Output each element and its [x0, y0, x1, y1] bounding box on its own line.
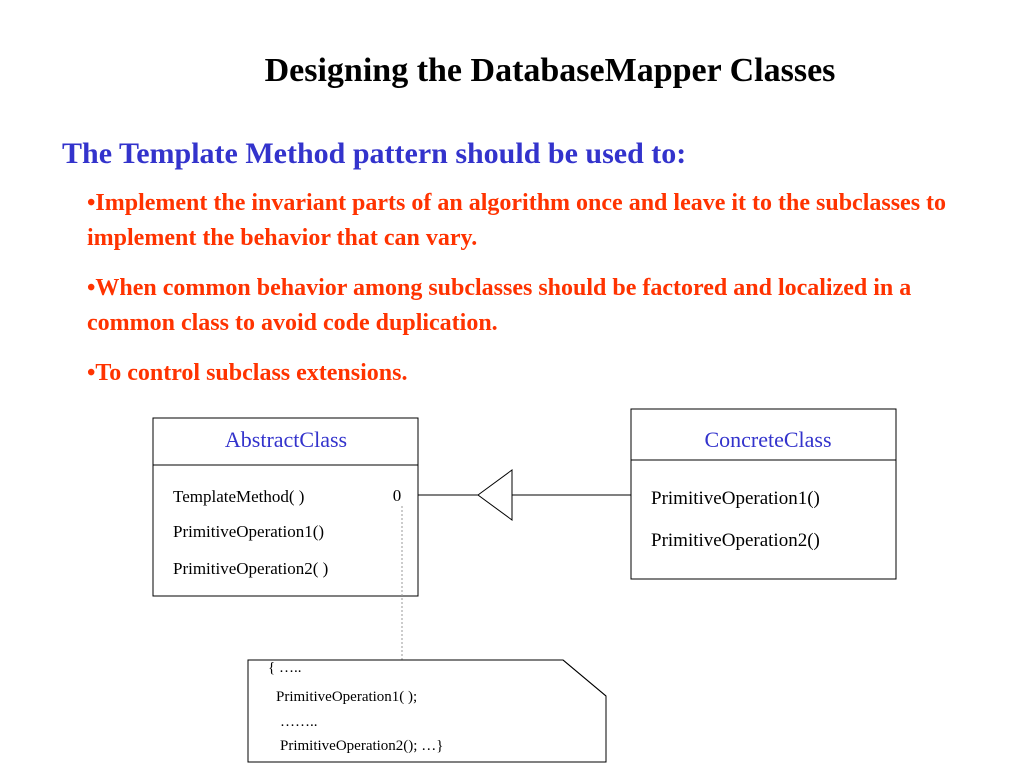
inheritance-triangle-arrow — [478, 470, 512, 520]
bullet-marker: • — [87, 190, 96, 216]
bullet-text: Implement the invariant parts of an algorithm once and leave it to the subclasses to implement the behavior that can vary. — [87, 190, 947, 251]
bullet-marker: • — [87, 360, 96, 386]
concrete-op-1: PrimitiveOperation1() — [651, 488, 820, 509]
slide-title: Designing the DatabaseMapper Classes — [264, 52, 836, 89]
note-anchor-glyph: 0 — [392, 486, 402, 505]
slide-subtitle: The Template Method pattern should be used to: — [62, 137, 687, 170]
note-box — [248, 660, 606, 762]
bullet-text: To control subclass extensions. — [95, 360, 408, 386]
concrete-class-name: ConcreteClass — [704, 427, 832, 452]
abstract-op-2: PrimitiveOperation1() — [173, 522, 325, 541]
note-line-3: …….. — [280, 714, 318, 730]
abstract-op-3: PrimitiveOperation2( ) — [173, 559, 329, 578]
abstract-class-name: AbstractClass — [224, 427, 348, 452]
inheritance-connector — [418, 470, 631, 520]
concrete-op-2: PrimitiveOperation2() — [651, 530, 820, 551]
note-line-2: PrimitiveOperation1( ); — [276, 689, 418, 705]
note-line-1: { ….. — [268, 660, 302, 676]
note-line-4: PrimitiveOperation2(); …} — [280, 738, 444, 754]
bullet-marker: • — [87, 275, 96, 301]
abstract-class-box — [153, 418, 418, 596]
concrete-class-box — [631, 409, 896, 579]
bullet-text: When common behavior among subclasses should be factored and localized in a common class to avoid code duplication. — [87, 275, 912, 336]
abstract-op-1: TemplateMethod( ) — [173, 487, 305, 506]
